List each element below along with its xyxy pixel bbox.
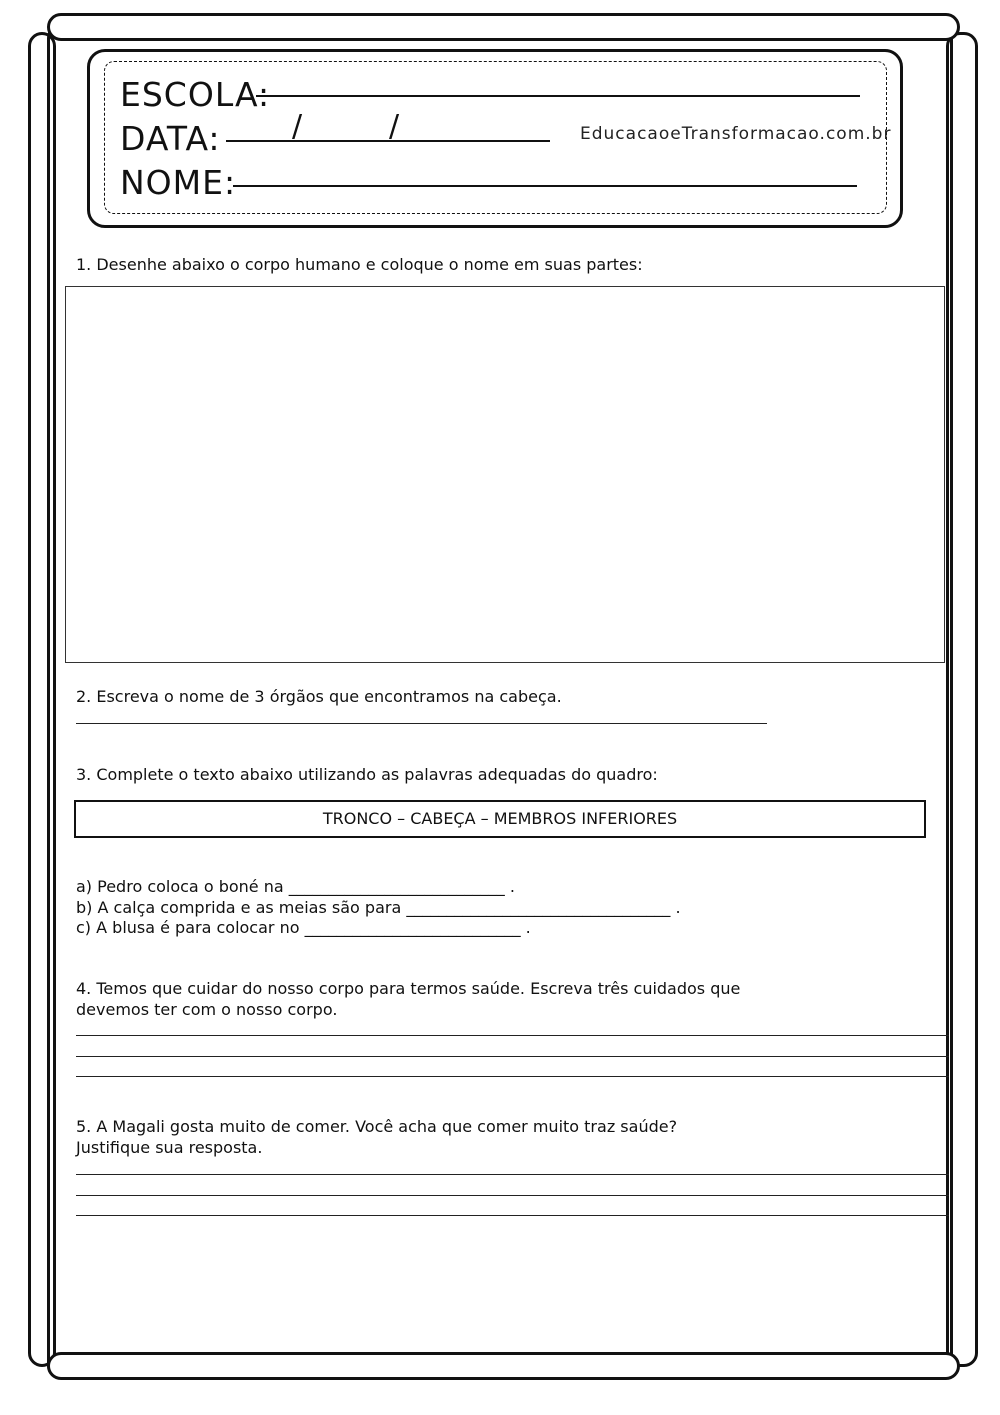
frame-bottom-roll (47, 1352, 960, 1380)
question-4-line-1: 4. Temos que cuidar do nosso corpo para termos saúde. Escreva três cuidados que (76, 979, 741, 998)
data-label: DATA: (120, 119, 221, 158)
website-label: EducacaoeTransformacao.com.br (580, 124, 892, 144)
question-4-line-2: devemos ter com o nosso corpo. (76, 1000, 338, 1019)
drawing-area[interactable] (65, 286, 945, 663)
answer-line[interactable] (76, 1215, 949, 1216)
fill-item-c[interactable]: c) A blusa é para colocar no ___________________________ . (76, 918, 531, 937)
question-1-text: 1. Desenhe abaixo o corpo humano e coloque o nome em suas partes: (76, 255, 643, 274)
answer-line[interactable] (76, 1174, 949, 1175)
answer-line[interactable] (76, 1035, 949, 1036)
frame-top-roll (47, 13, 960, 41)
answer-line[interactable] (76, 1056, 949, 1057)
nome-label: NOME: (120, 163, 237, 202)
fill-item-a[interactable]: a) Pedro coloca o boné na ___________________________ . (76, 877, 515, 896)
escola-label: ESCOLA: (120, 75, 271, 114)
date-separator-1: / (292, 109, 303, 144)
answer-line[interactable] (76, 1195, 949, 1196)
nome-field[interactable] (233, 185, 857, 187)
question-5-line-2: Justifique sua resposta. (76, 1138, 263, 1157)
word-bank-box: TRONCO – CABEÇA – MEMBROS INFERIORES (74, 800, 926, 838)
fill-item-b[interactable]: b) A calça comprida e as meias são para _________________________________ . (76, 898, 681, 917)
answer-line[interactable] (76, 723, 767, 724)
escola-field[interactable] (256, 95, 860, 97)
question-2-text: 2. Escreva o nome de 3 órgãos que encontramos na cabeça. (76, 687, 562, 706)
date-separator-2: / (389, 109, 400, 144)
data-field[interactable] (226, 140, 550, 142)
question-3-text: 3. Complete o texto abaixo utilizando as palavras adequadas do quadro: (76, 765, 658, 784)
answer-line[interactable] (76, 1076, 949, 1077)
question-5-line-1: 5. A Magali gosta muito de comer. Você acha que comer muito traz saúde? (76, 1117, 678, 1136)
